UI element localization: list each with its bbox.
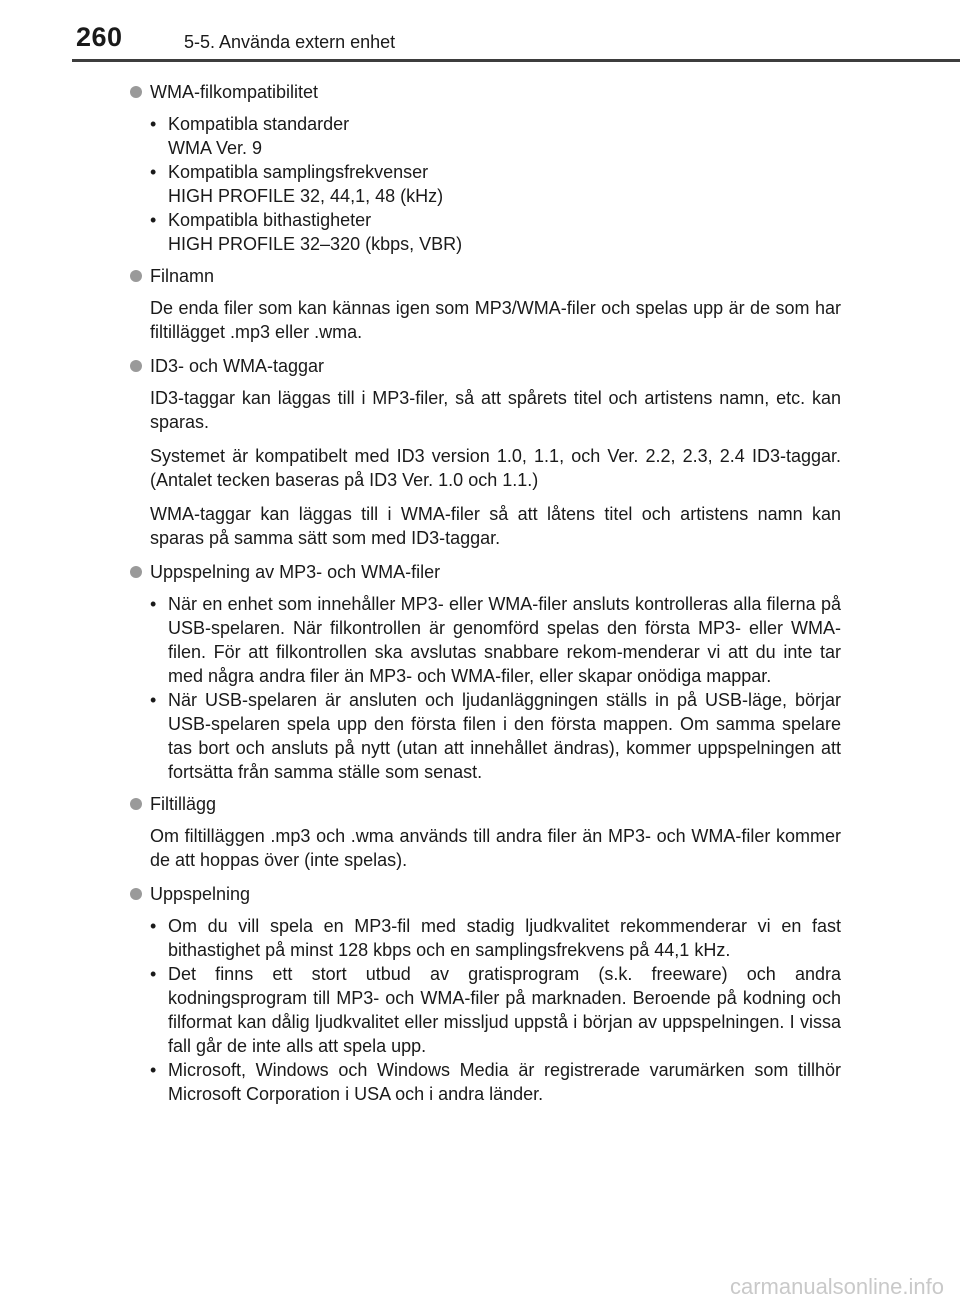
page-header	[0, 0, 960, 56]
bullet-text: Kompatibla standarder	[168, 114, 350, 134]
bullet-subtext: HIGH PROFILE 32–320 (kbps, VBR)	[168, 234, 463, 254]
topic-section	[130, 354, 841, 550]
bullet-dot-icon: •	[150, 594, 157, 614]
bullet-dot-icon: •	[150, 690, 157, 710]
topic-section	[130, 264, 841, 344]
bullet-item	[150, 914, 841, 962]
bullet-item	[150, 208, 841, 256]
section-title: 5-5. Använda extern enhet	[184, 32, 396, 52]
topic-title: Filtillägg	[150, 794, 217, 814]
body-paragraph: ID3-taggar kan läggas till i MP3-filer, så att spårets titel och artistens namn, etc. kan sparas.	[150, 388, 841, 432]
topic-section	[130, 560, 841, 784]
body-paragraph: Systemet är kompatibelt med ID3 version 1.0, 1.1, och Ver. 2.2, 2.3, 2.4 ID3-taggar. (Antalet tecken baseras på ID3 Ver. 1.0 och 1.1.)	[150, 446, 841, 490]
topic-title: Filnamn	[150, 266, 215, 286]
bullet-dot-icon: •	[150, 114, 157, 134]
topic-heading	[130, 264, 841, 288]
page-content	[130, 80, 841, 1114]
watermark: carmanualsonline.info	[729, 1274, 944, 1299]
page-number: 260	[76, 22, 123, 52]
topic-dot-icon	[130, 566, 142, 578]
bullet-subtext: HIGH PROFILE 32, 44,1, 48 (kHz)	[168, 186, 444, 206]
bullet-text: Om du vill spela en MP3-fil med stadig ljudkvalitet rekommenderar vi en fast bithastighet på minst 128 kbps och en samplingsfrekvens på 44,1 kHz.	[168, 916, 841, 960]
topic-dot-icon	[130, 798, 142, 810]
bullet-dot-icon: •	[150, 210, 157, 230]
bullet-dot-icon: •	[150, 964, 157, 984]
bullet-list	[150, 914, 841, 1106]
topic-title: Uppspelning av MP3- och WMA-filer	[150, 562, 441, 582]
topic-section	[130, 792, 841, 872]
bullet-dot-icon: •	[150, 162, 157, 182]
topic-dot-icon	[130, 270, 142, 282]
bullet-text: Det finns ett stort utbud av gratisprogram (s.k. freeware) och andra kodningsprogram till MP3- och WMA-filer på marknaden. Beroende på kodning och filformat kan dålig ljudkvalitet eller missljud uppstå i början av uppspelningen. I vissa fall går de inte alls att spela upp.	[168, 964, 841, 1056]
topic-section	[130, 80, 841, 256]
topic-heading	[130, 882, 841, 906]
bullet-item	[150, 592, 841, 688]
bullet-text: När en enhet som innehåller MP3- eller WMA-filer ansluts kontrolleras alla filerna på USB-spelaren. När filkontrollen är genomförd spelas den första MP3- eller WMA-filen. För att filkontrollen ska avslutas snabbare rekom-menderar vi att du inte tar med några andra filer än MP3- och WMA-filer, eller skapar onödiga mappar.	[168, 594, 841, 686]
bullet-list	[150, 112, 841, 256]
body-paragraph: WMA-taggar kan läggas till i WMA-filer så att låtens titel och artistens namn kan sparas på samma sätt som med ID3-taggar.	[150, 504, 841, 548]
body-paragraph: Om filtilläggen .mp3 och .wma används till andra filer än MP3- och WMA-filer kommer de att hoppas över (inte spelas).	[150, 826, 841, 870]
topic-title: ID3- och WMA-taggar	[150, 356, 325, 376]
bullet-item	[150, 962, 841, 1058]
topic-heading	[130, 354, 841, 378]
bullet-dot-icon: •	[150, 916, 157, 936]
bullet-text: Kompatibla bithastigheter	[168, 210, 372, 230]
bullet-item	[150, 688, 841, 784]
bullet-item	[150, 160, 841, 208]
bullet-list	[150, 592, 841, 784]
topic-title: WMA-filkompatibilitet	[150, 82, 319, 102]
topic-heading	[130, 792, 841, 816]
topic-title: Uppspelning	[150, 884, 251, 904]
topic-section	[130, 882, 841, 1106]
bullet-subtext: WMA Ver. 9	[168, 138, 263, 158]
topic-dot-icon	[130, 360, 142, 372]
bullet-text: Microsoft, Windows och Windows Media är registrerade varumärken som tillhör Microsoft Corporation i USA och i andra länder.	[168, 1060, 841, 1104]
topic-heading	[130, 80, 841, 104]
bullet-text: När USB-spelaren är ansluten och ljudanläggningen ställs in på USB-läge, börjar USB-spelaren spela upp den första filen i den första mappen. Om samma spelare tas bort och ansluts på nytt (utan att innehållet ändras), kommer uppspelningen att fortsätta från samma ställe som senast.	[168, 690, 841, 782]
bullet-dot-icon: •	[150, 1060, 157, 1080]
bullet-item	[150, 112, 841, 160]
topic-dot-icon	[130, 888, 142, 900]
bullet-item	[150, 1058, 841, 1106]
header-divider	[72, 59, 960, 62]
bullet-text: Kompatibla samplingsfrekvenser	[168, 162, 429, 182]
body-paragraph: De enda filer som kan kännas igen som MP3/WMA-filer och spelas upp är de som har filtillägget .mp3 eller .wma.	[150, 298, 841, 342]
topic-dot-icon	[130, 86, 142, 98]
topic-heading	[130, 560, 841, 584]
